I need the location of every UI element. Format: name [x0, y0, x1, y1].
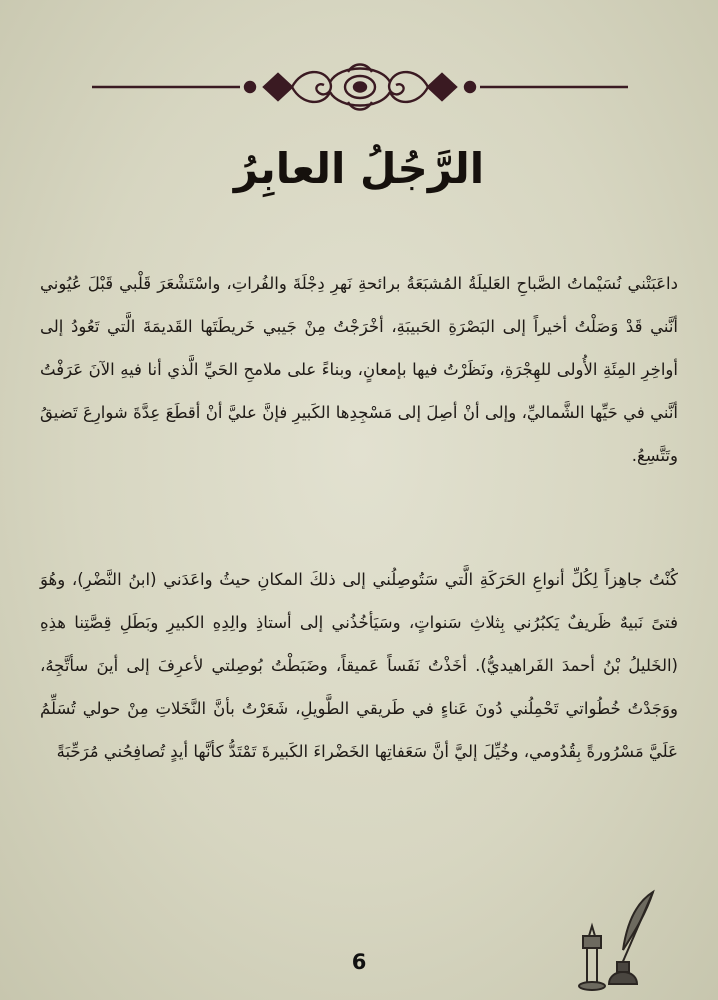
ornamental-divider-icon [92, 58, 628, 116]
quill-and-inkwell-icon [575, 888, 665, 994]
chapter-title: الرَّجُلُ العابِرُ [233, 144, 485, 193]
paragraph-1: داعَبَتْني نُسَيْماتُ الصَّباحِ العَليلَةُ المُشبَعَةُ برائحةِ نَهرِ دِجْلَةَ والفُراتِ، واسْتَشْعَرَ قَلْبي قَبْلَ عُيُوني أنَّني قَدْ وَصَلْتُ أخيراً إلى البَصْرَةِ الحَبيبَةِ، أخْرَجْتُ مِنْ جَيبي خَريطَتَها القَديمَةَ الَّتي تَعُودُ إلى أواخِرِ المِئَةِ الأُولى للهِجْرَةِ، ونَظَرْتُ فيها بإمعانٍ، وبناءً على ملامحِ الحَيِّ الَّذي أنا فيهِ الآنَ عَرَفْتُ أنَّني في حَيِّها الشَّماليِّ، وإلى أنْ أصِلَ إلى مَسْجِدِها الكَبيرِ فإنَّ عليَّ أنْ أقطَعَ عِدَّةَ شوارِعَ تَضيقُ وتَتَّسِعُ. [40, 274, 678, 465]
page-number: 6 [351, 950, 367, 974]
paragraph-2: كُنْتُ جاهِزاً لِكُلِّ أنواعِ الحَرَكَةِ الَّتي سَتُوصِلُني إلى ذلكَ المكانِ حيثُ واعَدَني (ابنُ النَّضْرِ)، وهُوَ فتىً نَبيهٌ ظَريفٌ يَكبُرُني بِثلاثِ سَنواتٍ، وسَيَأخُذُني إلى أستاذِ والِدِهِ الكبيرِ وبَطَلِ قِصَّتِنا هذِهِ (الخَليلُ بْنُ أحمدَ الفَراهيديُّ). أخَذْتُ نَفَساً عَميقاً، وضَبَطْتُ بُوصِلتي لأعرِفَ إلى أينَ سأتَّجِهُ، ووَجَدْتُ خُطُواتي تَحْمِلُني دُونَ عَناءٍ في طَريقي الطَّويلِ، شَعَرْتُ بأنَّ النَّخَلاتِ مِنْ حولي تُسَلِّمُ عَلَيَّ مَسْرُورةً بِقُدُومي، وخُيِّلَ إليَّ أنَّ سَعَفاتِها الخَضْراءَ الكَبيرةَ تَمْتَدُّ كأنَّها أيدٍ تُصافِحُني مُرَحِّبَةً [40, 570, 678, 761]
